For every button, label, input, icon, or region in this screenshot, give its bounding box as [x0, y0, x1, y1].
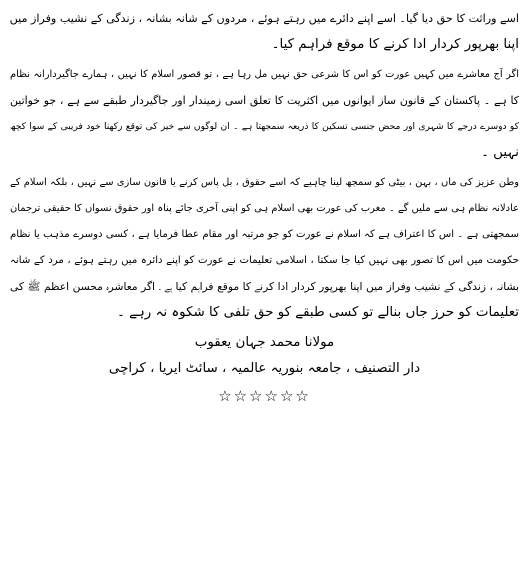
text-line: وطن عزیز کی ماں ، بہن ، بیٹی کو سمجھ لینا چاہیے کہ اسے حقوق ، بل پاس کرنے یا قانون سازی سے نہیں ، بلکہ اسلام کے: [10, 177, 519, 188]
text-line: سمجھتی ہے ۔ اس کا اعتراف ہے کہ اسلام نے عورت کو جو مرتبہ اور مقام عطا فرمایا ہے ، کسی دوسرے مذہب یا نظام: [10, 229, 519, 240]
text-line: کو دوسرے درجے کا شہری اور محض جنسی تسکین کا ذریعہ سمجھتا ہے ۔ ان لوگوں سے خیر کی توقع رکھنا خود فریبی کے سوا کچھ: [10, 122, 519, 132]
text-line: اپنا بھرپور کردار ادا کرنے کا موقع فراہم کیا۔: [271, 37, 519, 52]
signature-block: [10, 330, 519, 408]
star-ornament: ☆☆☆☆☆☆: [218, 387, 311, 405]
text-line: حکومت میں اس کا تصور بھی نہیں کیا جا سکتا ، اسلامی تعلیمات نے عورت کو اپنے دائرہ میں رہتے ہوئے ، مرد کے شانہ: [10, 255, 519, 266]
text-line: کا ہے ۔ پاکستان کے قانون ساز ایوانوں میں اکثریت کا تعلق اسی زمیندار اور جاگیردار طبقے سے ہے ، جو خواتین: [10, 94, 519, 107]
text-line: تعلیمات کو حرز جاں بنالے تو کسی طبقے کو حق تلفی کا شکوہ نہ رہے ۔: [116, 305, 519, 320]
author-name: مولانا محمد جہان یعقوب: [194, 335, 335, 350]
text-line: اسے وراثت کا حق دیا گیا۔ اسے اپنے دائرے میں رہتے ہوئے ، مردوں کے شانہ بشانہ ، زندگی کے نشیب وفراز میں: [10, 12, 519, 25]
text-line: عادلانہ نظام ہی سے ملیں گے ۔ مغرب کی عورت بھی اسلام ہی کو اپنی آخری جائے پناہ اور حقوق نسواں کا حقیقی ترجمان: [10, 203, 519, 214]
text-line: بشانہ ، زندگی کے نشیب وفراز میں اپنا بھرپور کردار ادا کرنے کا موقع فراہم کیا ہے ۔ اگر معاشرہ محسن اعظم ﷺ کی: [10, 280, 519, 293]
paragraph-2: [10, 62, 519, 166]
text-line: نہیں ۔: [481, 145, 519, 160]
paragraph-3: [10, 170, 519, 326]
paragraph-1: [10, 6, 519, 58]
text-line: اگر آج معاشرے میں کہیں عورت کو اس کا شرعی حق نہیں مل رہا ہے ، تو قصور اسلام کا نہیں ، ہمارے جاگیردارانہ نظام: [10, 69, 519, 80]
author-affiliation: دار التصنیف ، جامعہ بنوریہ عالمیہ ، سائٹ ایریا ، کراچی: [108, 361, 421, 376]
